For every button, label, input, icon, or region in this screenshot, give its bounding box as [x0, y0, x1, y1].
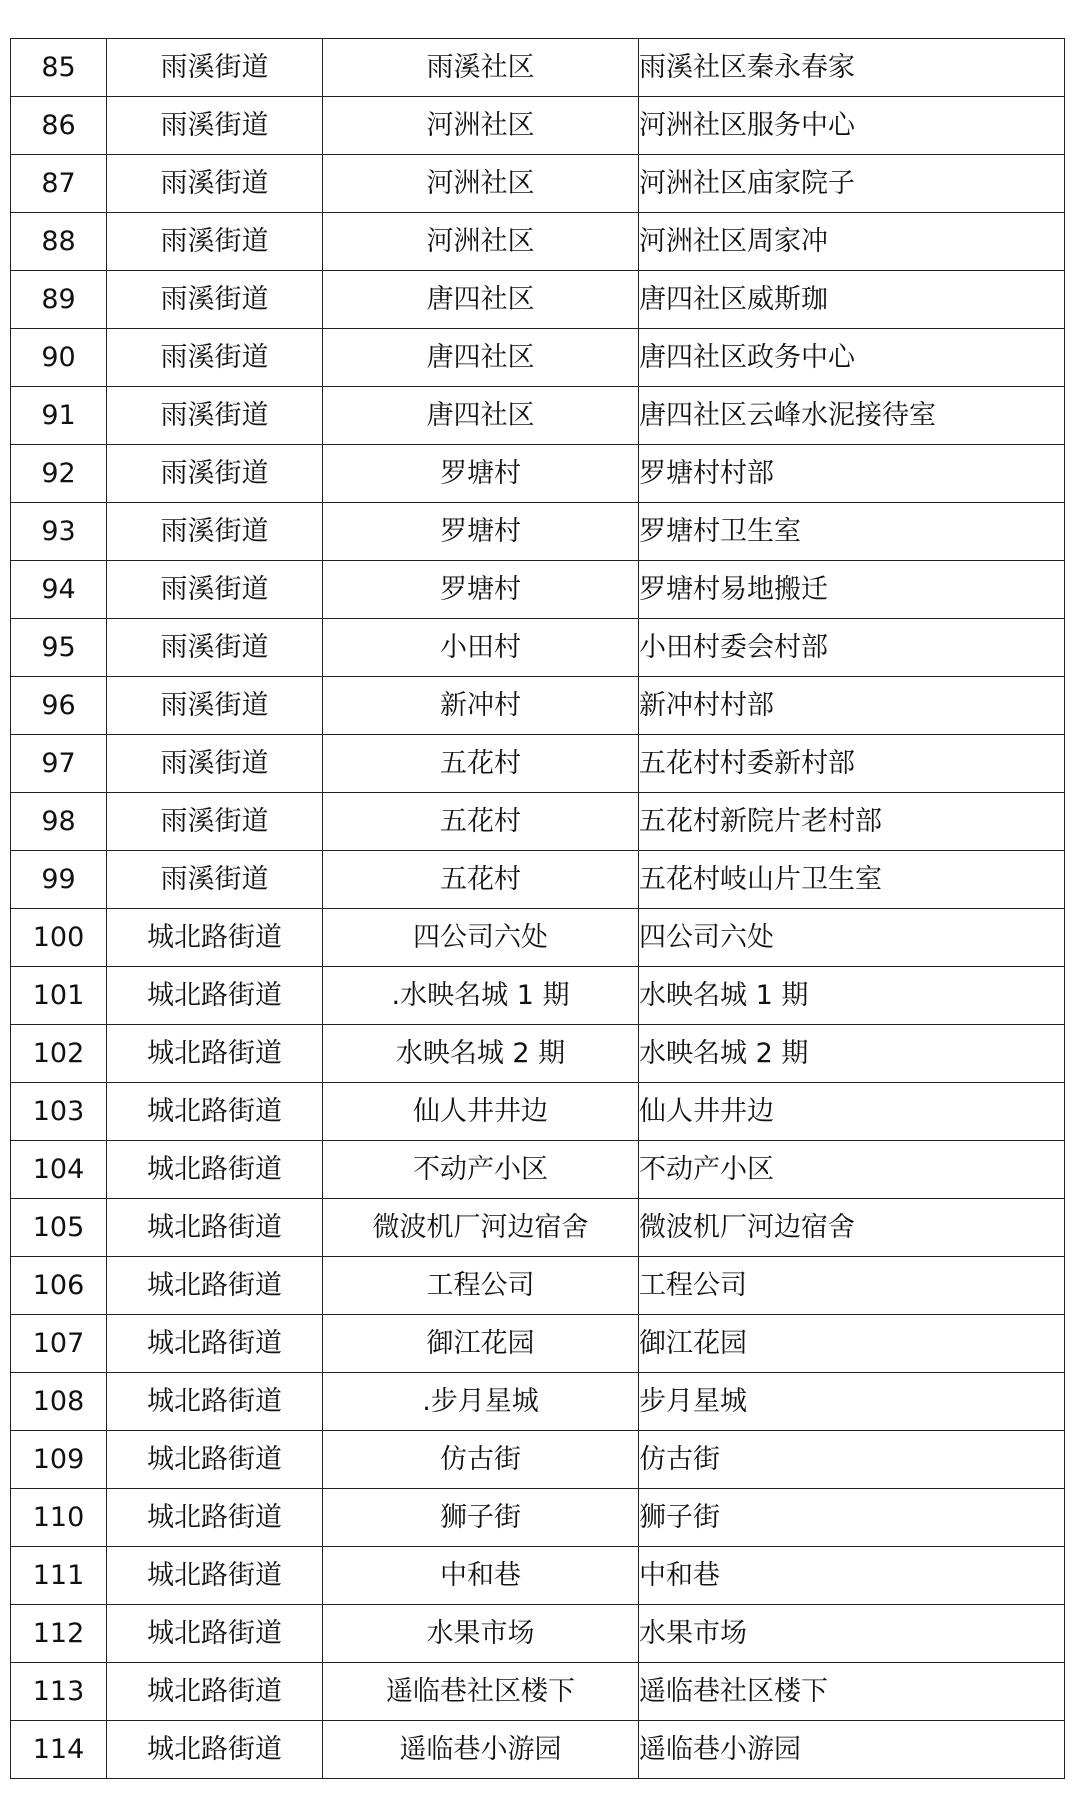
community-name: 河洲社区 — [323, 213, 639, 271]
community-name: 遥临巷小游园 — [323, 1721, 639, 1779]
community-name: 唐四社区 — [323, 329, 639, 387]
table-row — [11, 619, 1065, 677]
table-row — [11, 1083, 1065, 1141]
street-name: 雨溪街道 — [107, 387, 323, 445]
table-row — [11, 677, 1065, 735]
row-number: 91 — [11, 387, 107, 445]
community-name: 雨溪社区 — [323, 39, 639, 97]
community-name: .步月星城 — [323, 1373, 639, 1431]
row-number: 94 — [11, 561, 107, 619]
street-name: 雨溪街道 — [107, 329, 323, 387]
street-name: 城北路街道 — [107, 1315, 323, 1373]
row-number: 106 — [11, 1257, 107, 1315]
community-name: 五花村 — [323, 735, 639, 793]
site-name: 五花村村委新村部 — [639, 735, 1065, 793]
street-name: 雨溪街道 — [107, 677, 323, 735]
table-row — [11, 503, 1065, 561]
community-name: 工程公司 — [323, 1257, 639, 1315]
site-name: 中和巷 — [639, 1547, 1065, 1605]
row-number: 110 — [11, 1489, 107, 1547]
street-name: 城北路街道 — [107, 1083, 323, 1141]
site-name: 仙人井井边 — [639, 1083, 1065, 1141]
sites-table — [10, 38, 1065, 1779]
row-number: 112 — [11, 1605, 107, 1663]
community-name: 小田村 — [323, 619, 639, 677]
table-row — [11, 213, 1065, 271]
street-name: 城北路街道 — [107, 1721, 323, 1779]
row-number: 93 — [11, 503, 107, 561]
site-name: 水映名城 1 期 — [639, 967, 1065, 1025]
table-row — [11, 909, 1065, 967]
row-number: 92 — [11, 445, 107, 503]
street-name: 雨溪街道 — [107, 793, 323, 851]
community-name: 狮子街 — [323, 1489, 639, 1547]
row-number: 105 — [11, 1199, 107, 1257]
row-number: 114 — [11, 1721, 107, 1779]
street-name: 城北路街道 — [107, 1373, 323, 1431]
site-name: 遥临巷社区楼下 — [639, 1663, 1065, 1721]
site-name: 河洲社区庙家院子 — [639, 155, 1065, 213]
site-name: 唐四社区云峰水泥接待室 — [639, 387, 1065, 445]
community-name: 微波机厂河边宿舍 — [323, 1199, 639, 1257]
community-name: 水果市场 — [323, 1605, 639, 1663]
table-row — [11, 1025, 1065, 1083]
site-name: 小田村委会村部 — [639, 619, 1065, 677]
table-row — [11, 1663, 1065, 1721]
street-name: 城北路街道 — [107, 1257, 323, 1315]
street-name: 城北路街道 — [107, 1141, 323, 1199]
community-name: 河洲社区 — [323, 155, 639, 213]
row-number: 100 — [11, 909, 107, 967]
community-name: 罗塘村 — [323, 503, 639, 561]
street-name: 城北路街道 — [107, 1605, 323, 1663]
row-number: 103 — [11, 1083, 107, 1141]
community-name: 中和巷 — [323, 1547, 639, 1605]
table-row — [11, 1489, 1065, 1547]
community-name: 御江花园 — [323, 1315, 639, 1373]
table-row — [11, 793, 1065, 851]
street-name: 城北路街道 — [107, 909, 323, 967]
street-name: 雨溪街道 — [107, 445, 323, 503]
table-row — [11, 1431, 1065, 1489]
table-row — [11, 1199, 1065, 1257]
site-name: 御江花园 — [639, 1315, 1065, 1373]
street-name: 雨溪街道 — [107, 619, 323, 677]
street-name: 城北路街道 — [107, 1547, 323, 1605]
table-row — [11, 1721, 1065, 1779]
community-name: 唐四社区 — [323, 387, 639, 445]
table-row — [11, 1547, 1065, 1605]
site-name: 唐四社区威斯珈 — [639, 271, 1065, 329]
table-body — [11, 39, 1065, 1779]
site-name: 罗塘村易地搬迁 — [639, 561, 1065, 619]
row-number: 113 — [11, 1663, 107, 1721]
row-number: 95 — [11, 619, 107, 677]
street-name: 雨溪街道 — [107, 735, 323, 793]
table-row — [11, 1373, 1065, 1431]
community-name: 罗塘村 — [323, 561, 639, 619]
table-row — [11, 39, 1065, 97]
community-name: .水映名城 1 期 — [323, 967, 639, 1025]
street-name: 城北路街道 — [107, 1025, 323, 1083]
site-name: 罗塘村村部 — [639, 445, 1065, 503]
table-row — [11, 329, 1065, 387]
street-name: 雨溪街道 — [107, 155, 323, 213]
table-row — [11, 735, 1065, 793]
street-name: 城北路街道 — [107, 1199, 323, 1257]
site-name: 仿古街 — [639, 1431, 1065, 1489]
row-number: 89 — [11, 271, 107, 329]
site-name: 狮子街 — [639, 1489, 1065, 1547]
table-row — [11, 561, 1065, 619]
site-name: 微波机厂河边宿舍 — [639, 1199, 1065, 1257]
row-number: 111 — [11, 1547, 107, 1605]
community-name: 唐四社区 — [323, 271, 639, 329]
community-name: 五花村 — [323, 851, 639, 909]
row-number: 86 — [11, 97, 107, 155]
table-row — [11, 271, 1065, 329]
row-number: 97 — [11, 735, 107, 793]
site-name: 五花村岐山片卫生室 — [639, 851, 1065, 909]
table-row — [11, 445, 1065, 503]
street-name: 雨溪街道 — [107, 39, 323, 97]
street-name: 雨溪街道 — [107, 851, 323, 909]
community-name: 水映名城 2 期 — [323, 1025, 639, 1083]
table-row — [11, 967, 1065, 1025]
row-number: 109 — [11, 1431, 107, 1489]
site-name: 河洲社区周家冲 — [639, 213, 1065, 271]
row-number: 101 — [11, 967, 107, 1025]
table-row — [11, 851, 1065, 909]
site-name: 河洲社区服务中心 — [639, 97, 1065, 155]
community-name: 仙人井井边 — [323, 1083, 639, 1141]
street-name: 雨溪街道 — [107, 503, 323, 561]
community-name: 新冲村 — [323, 677, 639, 735]
community-name: 仿古街 — [323, 1431, 639, 1489]
row-number: 87 — [11, 155, 107, 213]
row-number: 104 — [11, 1141, 107, 1199]
site-name: 遥临巷小游园 — [639, 1721, 1065, 1779]
site-name: 水映名城 2 期 — [639, 1025, 1065, 1083]
community-name: 五花村 — [323, 793, 639, 851]
street-name: 城北路街道 — [107, 1431, 323, 1489]
row-number: 99 — [11, 851, 107, 909]
table-row — [11, 155, 1065, 213]
community-name: 罗塘村 — [323, 445, 639, 503]
row-number: 88 — [11, 213, 107, 271]
row-number: 90 — [11, 329, 107, 387]
table-row — [11, 1605, 1065, 1663]
site-name: 唐四社区政务中心 — [639, 329, 1065, 387]
street-name: 雨溪街道 — [107, 97, 323, 155]
street-name: 雨溪街道 — [107, 561, 323, 619]
site-name: 雨溪社区秦永春家 — [639, 39, 1065, 97]
street-name: 城北路街道 — [107, 967, 323, 1025]
street-name: 城北路街道 — [107, 1663, 323, 1721]
site-name: 水果市场 — [639, 1605, 1065, 1663]
site-name: 五花村新院片老村部 — [639, 793, 1065, 851]
table-row — [11, 97, 1065, 155]
site-name: 步月星城 — [639, 1373, 1065, 1431]
community-name: 遥临巷社区楼下 — [323, 1663, 639, 1721]
table-row — [11, 1315, 1065, 1373]
row-number: 85 — [11, 39, 107, 97]
community-name: 河洲社区 — [323, 97, 639, 155]
community-name: 四公司六处 — [323, 909, 639, 967]
street-name: 城北路街道 — [107, 1489, 323, 1547]
row-number: 102 — [11, 1025, 107, 1083]
street-name: 雨溪街道 — [107, 213, 323, 271]
row-number: 98 — [11, 793, 107, 851]
site-name: 四公司六处 — [639, 909, 1065, 967]
row-number: 96 — [11, 677, 107, 735]
site-name: 新冲村村部 — [639, 677, 1065, 735]
table-row — [11, 387, 1065, 445]
row-number: 107 — [11, 1315, 107, 1373]
table-row — [11, 1141, 1065, 1199]
site-name: 工程公司 — [639, 1257, 1065, 1315]
street-name: 雨溪街道 — [107, 271, 323, 329]
community-name: 不动产小区 — [323, 1141, 639, 1199]
row-number: 108 — [11, 1373, 107, 1431]
site-name: 罗塘村卫生室 — [639, 503, 1065, 561]
table-row — [11, 1257, 1065, 1315]
site-name: 不动产小区 — [639, 1141, 1065, 1199]
